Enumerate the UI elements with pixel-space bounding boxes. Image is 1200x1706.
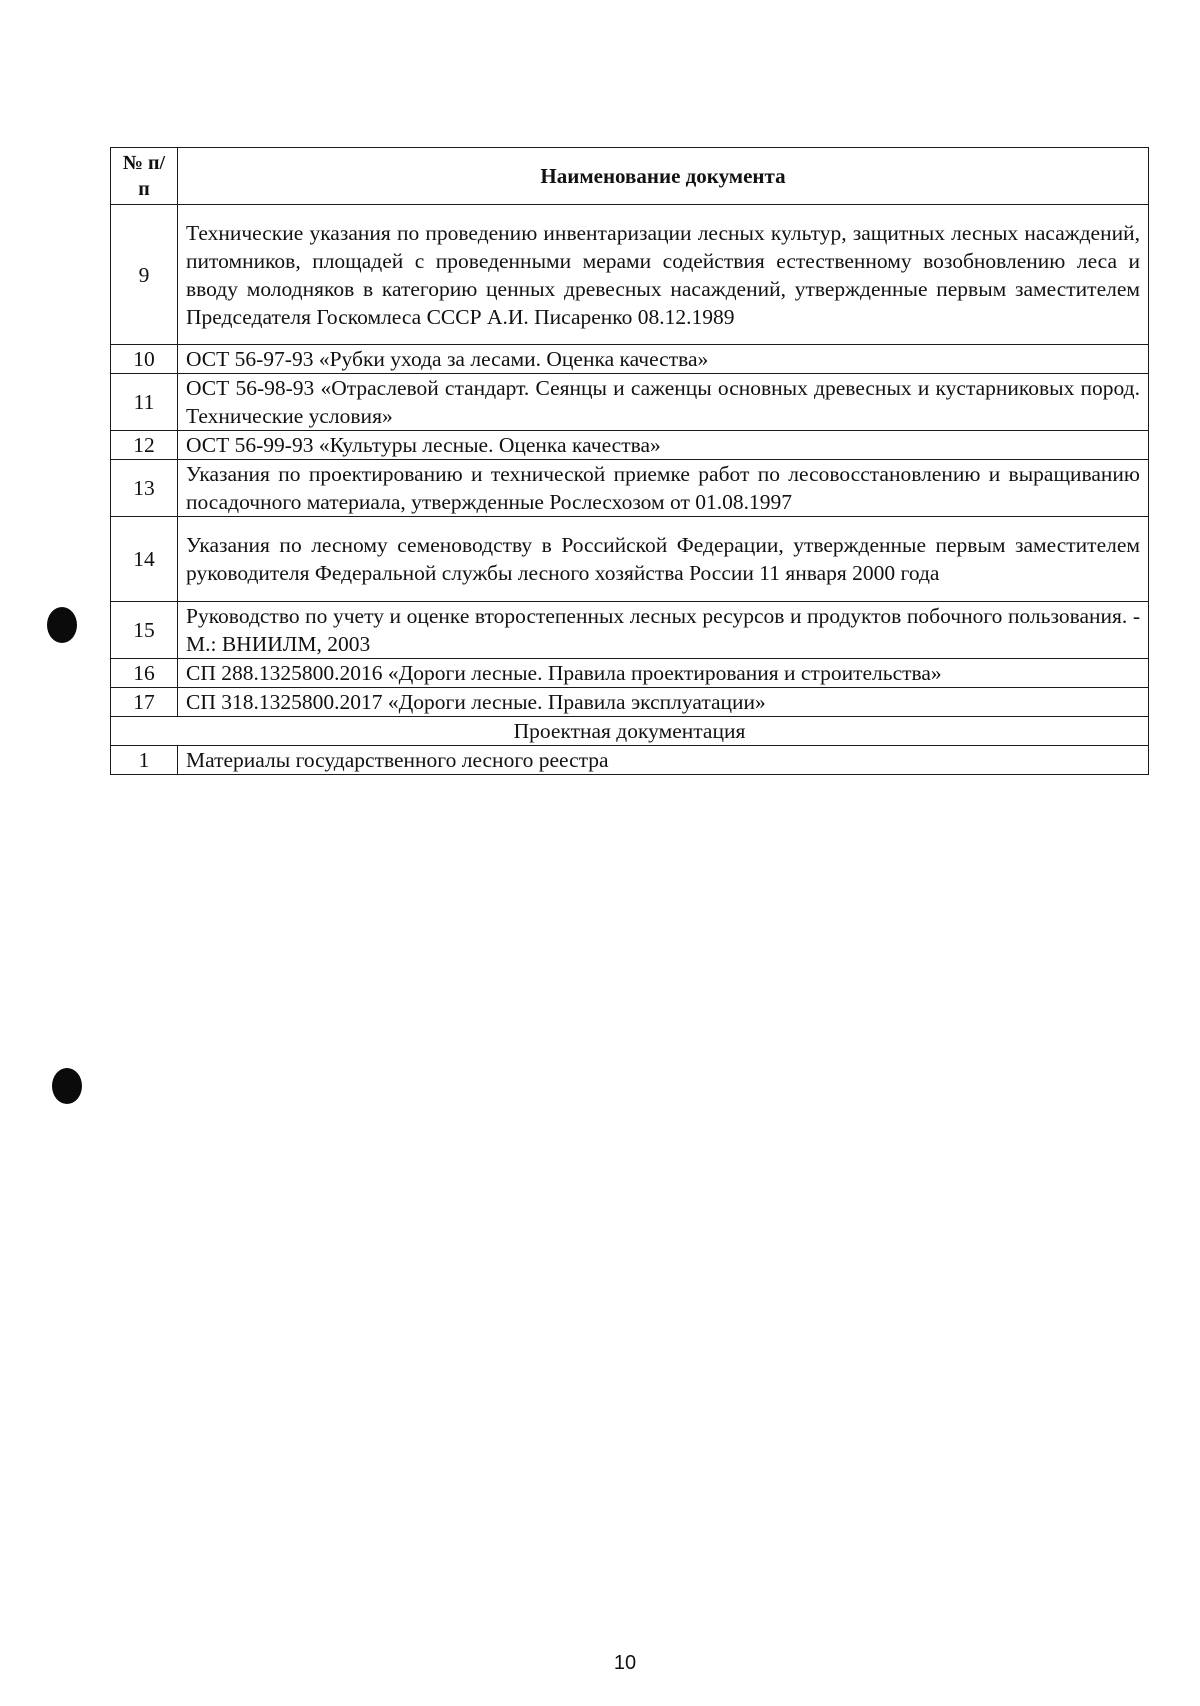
column-header-number: № п/п <box>111 148 178 205</box>
row-number: 1 <box>111 746 178 775</box>
documents-table <box>110 147 1149 775</box>
row-document-name: Указания по лесному семеноводству в Российской Федерации, утвержденные первым заместителем руководителя Федеральной службы лесного хозяйства России 11 января 2000 года <box>178 517 1149 602</box>
row-document-name: Указания по проектированию и технической приемке работ по лесовосстановлению и выращиванию посадочного материала, утвержденные Рослесхозом от 01.08.1997 <box>178 460 1149 517</box>
table-row <box>111 659 1149 688</box>
row-number: 11 <box>111 374 178 431</box>
row-number: 16 <box>111 659 178 688</box>
table-row <box>111 517 1149 602</box>
table-row <box>111 460 1149 517</box>
column-header-name: Наименование документа <box>178 148 1149 205</box>
table-row <box>111 345 1149 374</box>
row-number: 10 <box>111 345 178 374</box>
table-row <box>111 746 1149 775</box>
section-title: Проектная документация <box>111 717 1149 746</box>
table-row <box>111 374 1149 431</box>
row-document-name: СП 318.1325800.2017 «Дороги лесные. Правила эксплуатации» <box>178 688 1149 717</box>
row-document-name: ОСТ 56-97-93 «Рубки ухода за лесами. Оценка качества» <box>178 345 1149 374</box>
row-number: 17 <box>111 688 178 717</box>
section-header-row <box>111 717 1149 746</box>
row-number: 14 <box>111 517 178 602</box>
table-row <box>111 602 1149 659</box>
row-document-name: Материалы государственного лесного реестра <box>178 746 1149 775</box>
row-document-name: Технические указания по проведению инвентаризации лесных культур, защитных лесных насаждений, питомников, площадей с проведенными мерами содействия естественному возобновлению леса и вводу молодняков в категорию ценных древесных насаждений, утвержденные первым заместителем Председателя Госкомлеса СССР А.И. Писаренко 08.12.1989 <box>178 205 1149 345</box>
page-number: 10 <box>613 1652 637 1674</box>
row-number: 9 <box>111 205 178 345</box>
punch-hole-mark <box>52 1068 82 1104</box>
table-row <box>111 205 1149 345</box>
row-number: 13 <box>111 460 178 517</box>
row-document-name: ОСТ 56-98-93 «Отраслевой стандарт. Сеянцы и саженцы основных древесных и кустарниковых пород. Технические условия» <box>178 374 1149 431</box>
row-document-name: Руководство по учету и оценке второстепенных лесных ресурсов и продуктов побочного пользования. - М.: ВНИИЛМ, 2003 <box>178 602 1149 659</box>
table-row <box>111 431 1149 460</box>
table-header-row <box>111 148 1149 205</box>
row-document-name: ОСТ 56-99-93 «Культуры лесные. Оценка качества» <box>178 431 1149 460</box>
table-row <box>111 688 1149 717</box>
row-number: 15 <box>111 602 178 659</box>
punch-hole-mark <box>47 607 77 643</box>
row-number: 12 <box>111 431 178 460</box>
row-document-name: СП 288.1325800.2016 «Дороги лесные. Правила проектирования и строительства» <box>178 659 1149 688</box>
